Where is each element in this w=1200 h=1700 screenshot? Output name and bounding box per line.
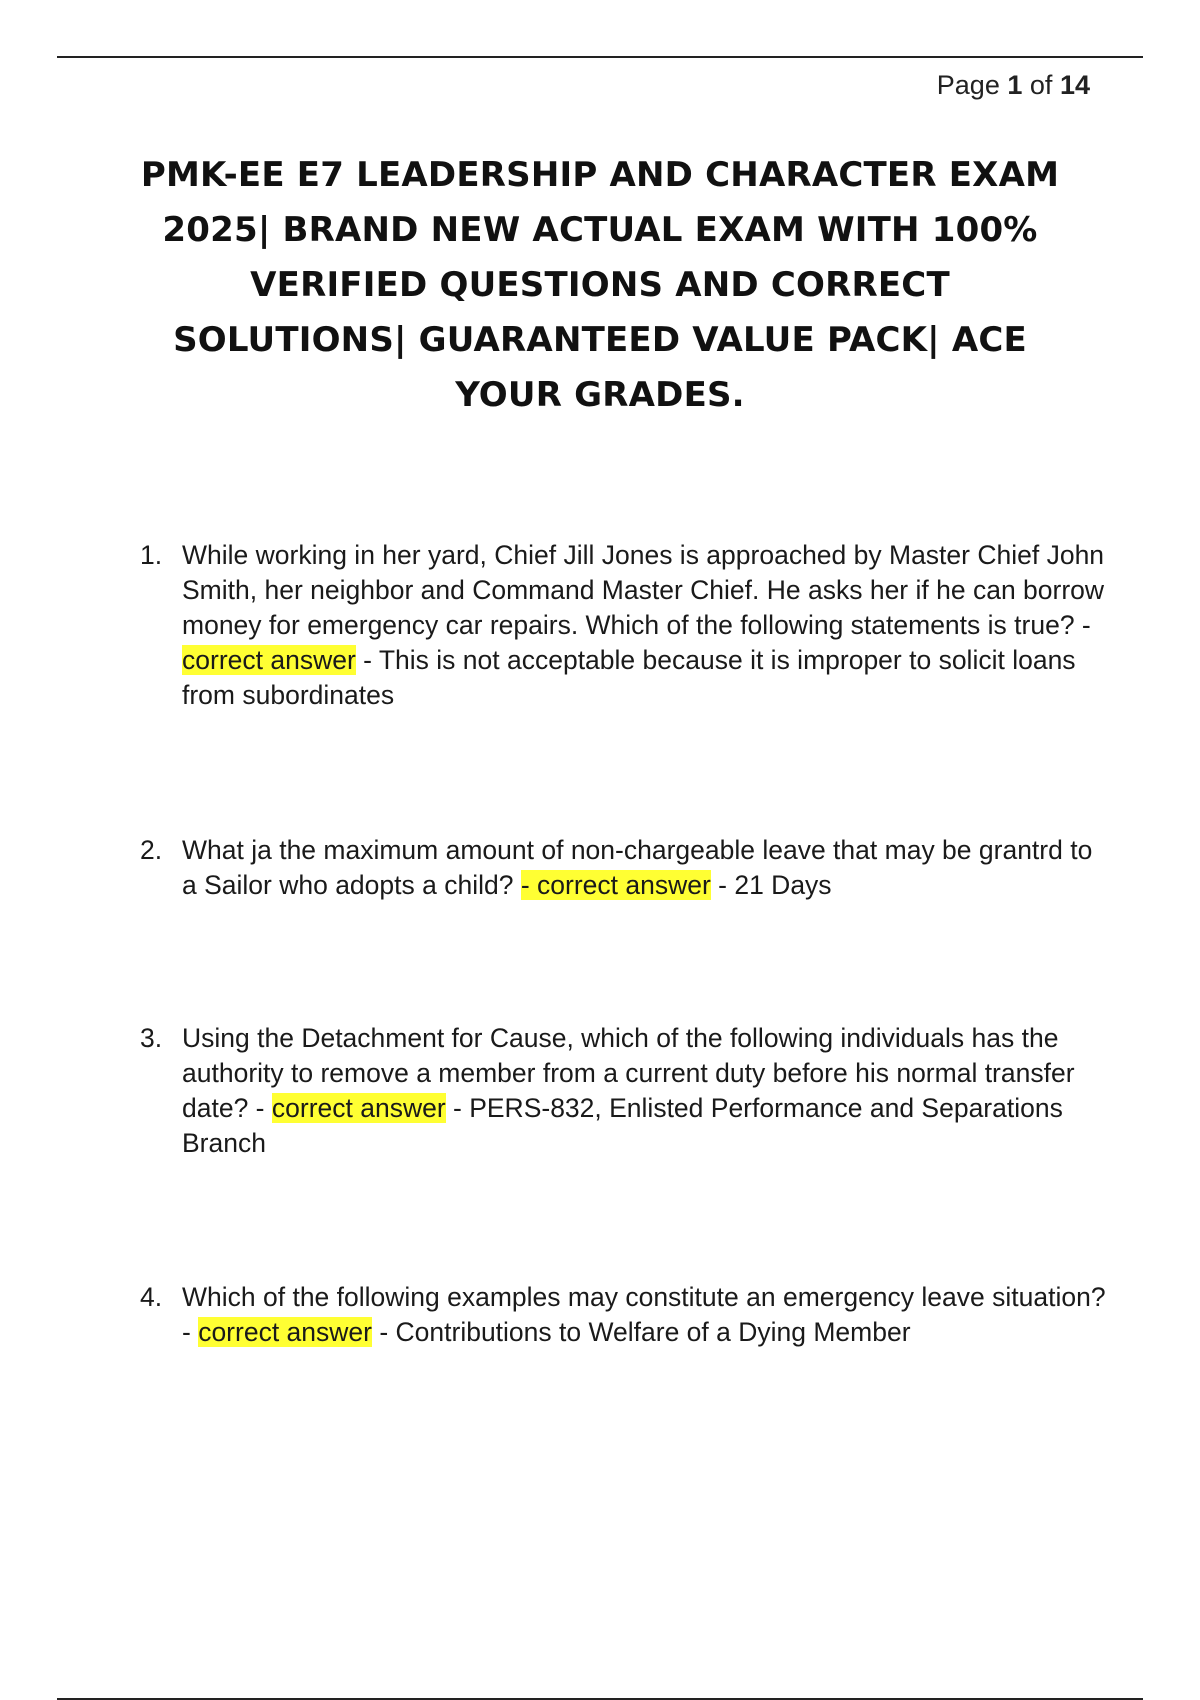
correct-answer-highlight: correct answer [198, 1317, 372, 1347]
page-current: 1 [1007, 70, 1023, 100]
document-title: PMK-EE E7 LEADERSHIP AND CHARACTER EXAM 2025| BRAND NEW ACTUAL EXAM WITH 100% VERIFIED QUESTIONS AND CORRECT SOLUTIONS| GUARANTEED VALUE PACK| ACE YOUR GRADES. [140, 155, 1060, 415]
question-text: What ja the maximum amount of non-chargeable leave that may be grantrd to a Sailor who adopts a child? [182, 835, 1093, 900]
question-item [140, 1280, 1110, 1350]
question-item [140, 538, 1110, 713]
answer-text: - This is not acceptable because it is improper to solicit loans from subordinates [182, 645, 1076, 710]
question-number: 3. [140, 1023, 163, 1053]
question-number: 2. [140, 835, 163, 865]
question-number: 4. [140, 1282, 163, 1312]
page-indicator [937, 70, 1090, 101]
question-body [182, 1021, 1110, 1161]
question-text: While working in her yard, Chief Jill Jones is approached by Master Chief John Smith, her neighbor and Command Master Chief. He asks her if he can borrow money for emergency car repairs. Which of the following statements is true? - [182, 540, 1105, 640]
question-item [140, 1021, 1110, 1161]
page-total: 14 [1059, 70, 1090, 100]
question-text: Which of the following examples may constitute an emergency leave situation? - [182, 1282, 1106, 1347]
question-body [182, 833, 1110, 903]
correct-answer-highlight: - correct answer [520, 870, 711, 900]
correct-answer-highlight: correct answer [271, 1093, 446, 1123]
question-number: 1. [140, 540, 163, 570]
page-of: of [1029, 70, 1053, 100]
question-text: Using the Detachment for Cause, which of the following individuals has the authority to remove a member from a current duty before his normal transfer date? - [182, 1023, 1075, 1123]
answer-text: - Contributions to Welfare of a Dying Member [371, 1317, 911, 1347]
header-rule [57, 56, 1143, 58]
question-body [182, 538, 1110, 713]
page-label: Page [936, 70, 1000, 100]
question-item [140, 833, 1110, 903]
answer-text: - PERS-832, Enlisted Performance and Separations Branch [182, 1093, 1063, 1158]
correct-answer-highlight: correct answer [182, 645, 356, 675]
answer-text: - 21 Days [710, 870, 832, 900]
question-body [182, 1280, 1110, 1350]
